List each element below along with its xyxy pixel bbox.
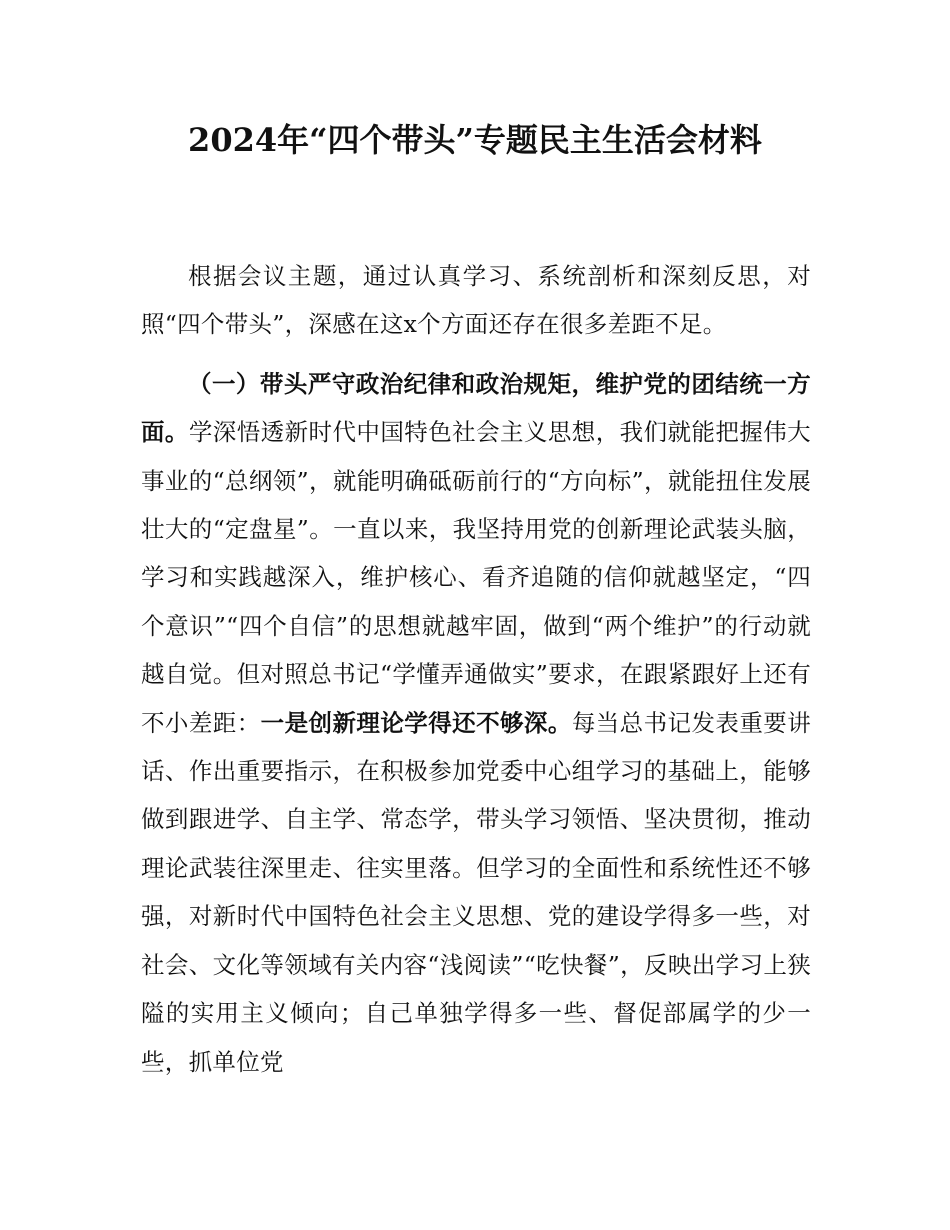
intro-paragraph: 根据会议主题，通过认真学习、系统剖析和深刻反思，对照“四个带头”，深感在这x个方面还存在很多差距不足。 [141,262,811,339]
document-body [141,252,811,1086]
section-1-heading: （一）带头严守政治纪律和政治规矩，维护党的团结统一方面。 [141,369,811,447]
section-1-text-a: 学深悟透新时代中国特色社会主义思想，我们就能把握伟大事业的“总纲领”，就能明确砥砺前行的“方向标”，就能扭住发展壮大的“定盘星”。一直以来，我坚持用党的创新理论武装头脑，学习和实践越深入，维护核心、看齐追随的信仰就越坚定，“四个意识”“四个自信”的思想就越牢固，做到“两个维护”的行动就越自觉。但对照总书记“学懂弄通做实”要求，在跟紧跟好上还有不小差距： [141,418,811,737]
document-title: 2024年“四个带头”专题民主生活会材料 [188,121,762,159]
section-1-text-b: 每当总书记发表重要讲话、作出重要指示，在积极参加党委中心组学习的基础上，能够做到跟进学、自主学、常态学，带头学习领悟、坚决贯彻，推动理论武装往深里走、往实里落。但学习的全面性和系统性还不够强，对新时代中国特色社会主义思想、党的建设学得多一些，对社会、文化等领域有关内容“浅阅读”“吃快餐”，反映出学习上狭隘的实用主义倾向；自己单独学得多一些、督促部属学的少一些，抓单位党 [141,708,812,1076]
point-1-heading: 一是创新理论学得还不够深。 [260,708,572,737]
section-1-paragraph [141,360,811,1086]
